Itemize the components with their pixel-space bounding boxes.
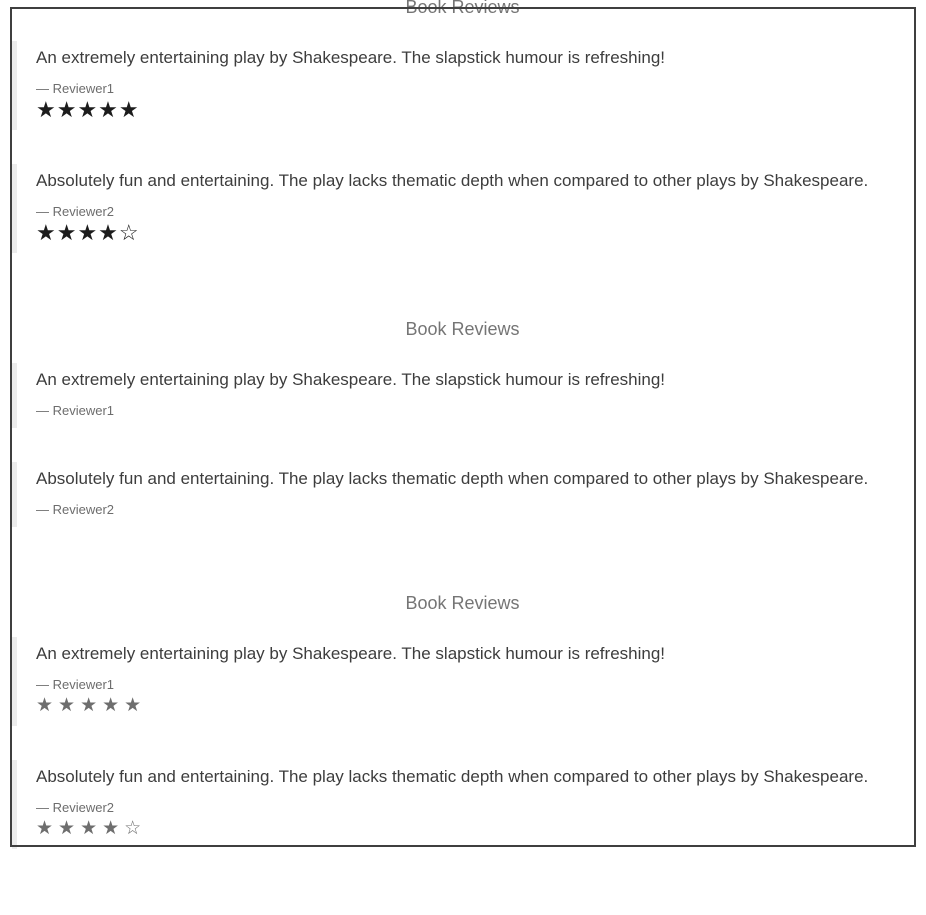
- reviewer-citation: — Reviewer1: [36, 677, 115, 692]
- reviewer-citation: — Reviewer1: [36, 81, 115, 96]
- review-blockquote: [12, 760, 916, 849]
- review-text: Absolutely fun and entertaining. The play lacks thematic depth when compared to other plays by Shakespeare.: [36, 171, 869, 190]
- star-rating: ★★★★★: [36, 695, 147, 716]
- review-blockquote: [12, 462, 916, 527]
- reviewer-citation: — Reviewer1: [36, 403, 115, 418]
- review-blockquote: [12, 637, 916, 726]
- star-rating: ★★★★☆: [36, 220, 140, 245]
- review-text: Absolutely fun and entertaining. The play lacks thematic depth when compared to other plays by Shakespeare.: [36, 767, 869, 786]
- review-blockquote: [12, 164, 916, 253]
- star-rating: ★★★★☆: [36, 818, 147, 839]
- section-title: Book Reviews: [405, 593, 520, 613]
- review-text: An extremely entertaining play by Shakespeare. The slapstick humour is refreshing!: [36, 48, 666, 67]
- review-text: An extremely entertaining play by Shakespeare. The slapstick humour is refreshing!: [36, 644, 666, 663]
- review-text: Absolutely fun and entertaining. The play lacks thematic depth when compared to other plays by Shakespeare.: [36, 469, 869, 488]
- review-blockquote: [12, 41, 916, 130]
- review-section-2: [9, 319, 916, 527]
- section-title: Book Reviews: [405, 319, 520, 339]
- star-rating: ★★★★★: [36, 97, 140, 122]
- reviewer-citation: — Reviewer2: [36, 204, 115, 219]
- review-section-3: [9, 593, 916, 849]
- reviewer-citation: — Reviewer2: [36, 800, 115, 815]
- book-reviews-page: [9, 0, 916, 915]
- review-blockquote: [12, 363, 916, 428]
- review-text: An extremely entertaining play by Shakespeare. The slapstick humour is refreshing!: [36, 370, 666, 389]
- reviewer-citation: — Reviewer2: [36, 502, 115, 517]
- section-title: Book Reviews: [405, 0, 520, 17]
- review-section-1: [9, 0, 916, 253]
